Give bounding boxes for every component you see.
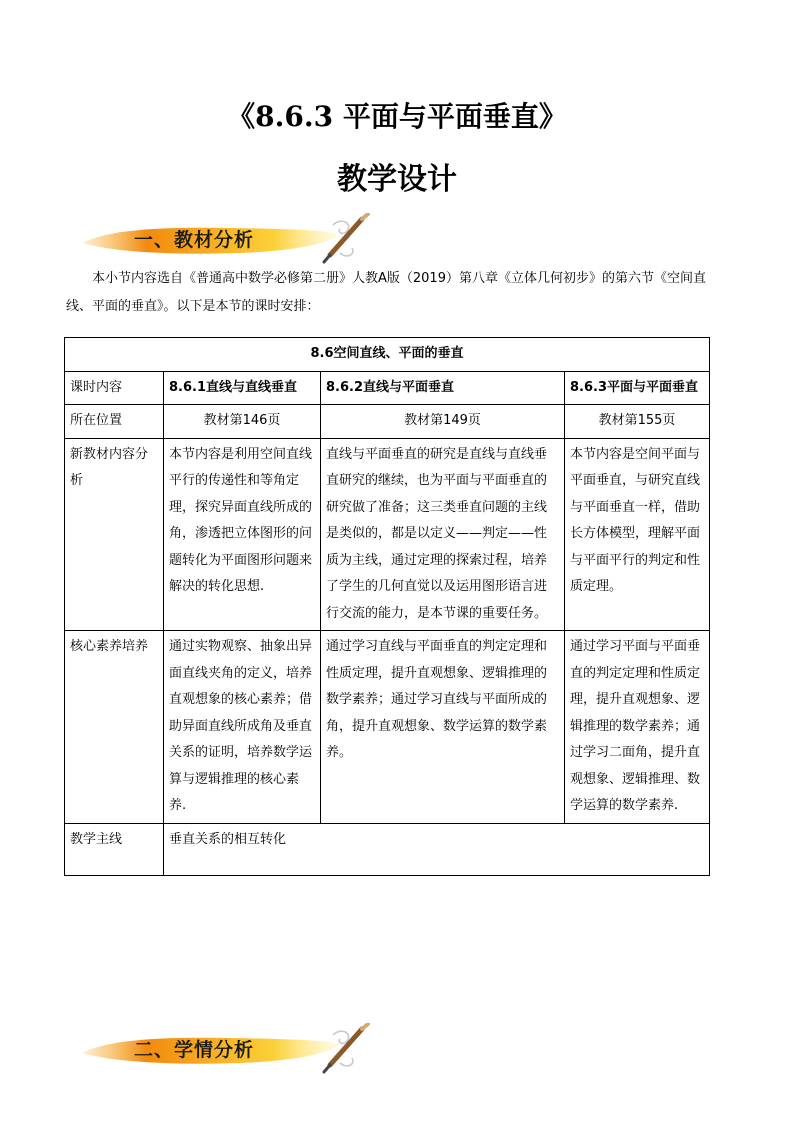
table-cell: 教材第149页 [321, 405, 565, 439]
document-title: 《8.6.3 平面与平面垂直》 [227, 100, 567, 133]
section-heading-1: 一、教材分析 [134, 229, 255, 251]
row-label: 课时内容 [65, 371, 164, 405]
table-cell: 通过实物观察、抽象出异面直线夹角的定义，培养直观想象的核心素养；借助异面直线所成角及垂直关系的证明，培养数学运算与逻辑推理的核心素养. [164, 631, 321, 824]
table-cell: 垂直关系的相互转化 [164, 823, 710, 875]
table-row [65, 438, 710, 631]
table-row [65, 823, 710, 875]
table-header-cell: 8.6空间直线、平面的垂直 [65, 338, 710, 372]
table-cell: 通过学习平面与平面垂直的判定定理和性质定理，提升直观想象、逻辑推理的数学素养；通过学习二面角，提升直观想象、逻辑推理、数学运算的数学素养. [565, 631, 710, 824]
table-row [65, 405, 710, 439]
section-heading-2: 二、学情分析 [134, 1039, 255, 1061]
table-cell: 教材第155页 [565, 405, 710, 439]
row-label: 核心素养培养 [65, 631, 164, 824]
lesson-schedule-table [64, 337, 710, 876]
table-cell: 通过学习直线与平面垂直的判定定理和性质定理，提升直观想象、逻辑推理的数学素养；通过学习直线与平面所成的角，提升直观想象、数学运算的数学素养。 [321, 631, 565, 824]
table-cell: 本节内容是空间平面与平面垂直，与研究直线与平面垂直一样，借助长方体模型，理解平面与平面平行的判定和性质定理。 [565, 438, 710, 631]
table-cell: 8.6.2直线与平面垂直 [321, 371, 565, 405]
intro-paragraph: 本小节内容选自《普通高中数学必修第二册》人教A版（2019）第八章《立体几何初步》的第六节《空间直线、平面的垂直》。以下是本节的课时安排： [66, 271, 706, 314]
section-banner-2 [78, 1023, 378, 1075]
row-label: 新教材内容分析 [65, 438, 164, 631]
table-cell: 直线与平面垂直的研究是直线与直线垂直研究的继续，也为平面与平面垂直的研究做了准备；这三类垂直问题的主线是类似的，都是以定义——判定——性质为主线，通过定理的探索过程，培养了学生的几何直觉以及运用图形语言进行交流的能力，是本节课的重要任务。 [321, 438, 565, 631]
section-banner-1 [78, 213, 378, 265]
row-label: 所在位置 [65, 405, 164, 439]
table-cell: 本节内容是利用空间直线平行的传递性和等角定理，探究异面直线所成的角，渗透把立体图形的问题转化为平面图形问题来解决的转化思想. [164, 438, 321, 631]
table-cell: 8.6.3平面与平面垂直 [565, 371, 710, 405]
table-row [65, 631, 710, 824]
table-row [65, 371, 710, 405]
document-subtitle: 教学设计 [337, 162, 457, 197]
row-label: 教学主线 [65, 823, 164, 875]
table-header-row [65, 338, 710, 372]
table-cell: 8.6.1直线与直线垂直 [164, 371, 321, 405]
table-cell: 教材第146页 [164, 405, 321, 439]
